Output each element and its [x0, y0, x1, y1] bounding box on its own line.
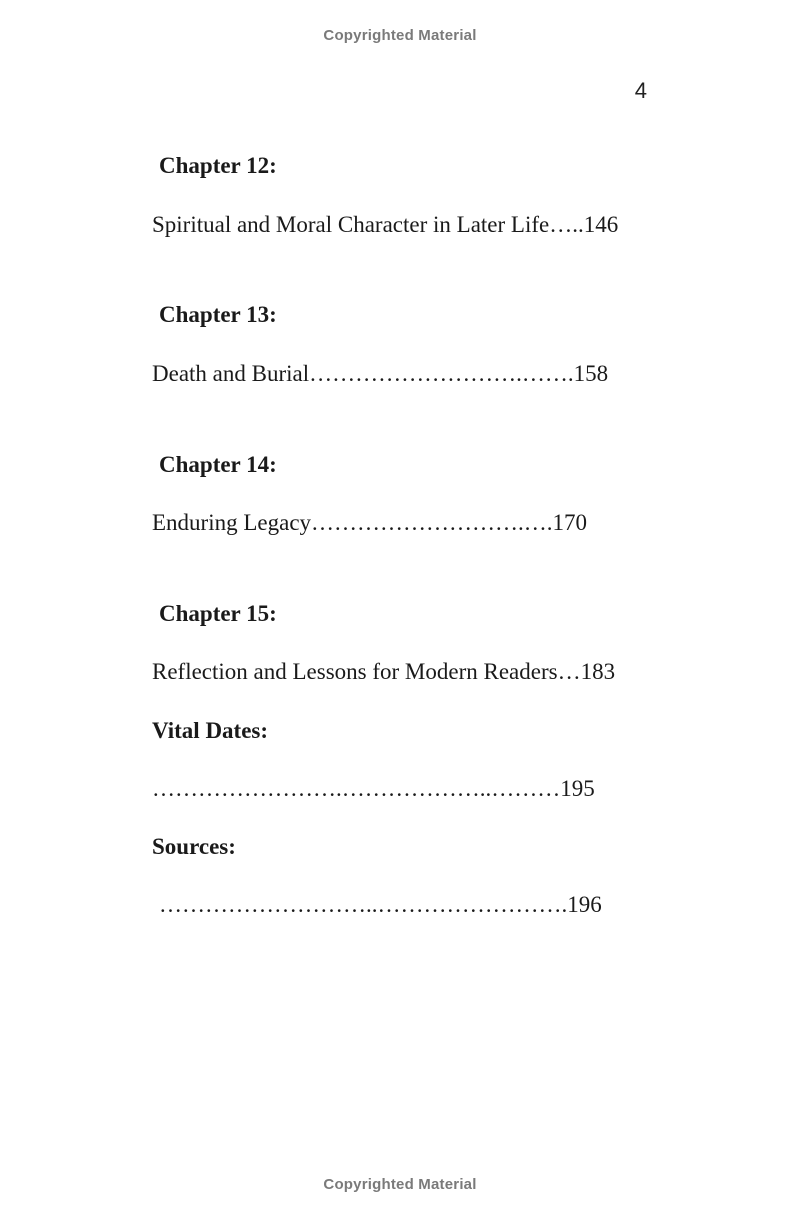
- copyright-watermark-bottom: Copyrighted Material: [323, 1176, 477, 1193]
- chapter-12-entry: Spiritual and Moral Character in Later Life…..146: [152, 212, 619, 237]
- chapter-12-heading: Chapter 12:: [159, 153, 277, 178]
- sources-heading: Sources:: [152, 834, 236, 859]
- chapter-13-entry: Death and Burial……………………….…….158: [152, 361, 609, 386]
- chapter-13-heading: Chapter 13:: [159, 302, 277, 327]
- sources-entry: ………………………..…………………….196: [159, 892, 602, 917]
- chapter-14-entry: Enduring Legacy……………………….….170: [152, 510, 588, 535]
- chapter-15-entry: Reflection and Lessons for Modern Readers…183: [152, 659, 616, 684]
- vital-dates-heading: Vital Dates:: [152, 718, 269, 743]
- chapter-14-heading: Chapter 14:: [159, 452, 277, 477]
- vital-dates-entry: …………………….………………..………195: [152, 776, 595, 801]
- copyright-watermark-top: Copyrighted Material: [323, 27, 477, 44]
- chapter-15-heading: Chapter 15:: [159, 601, 277, 626]
- page-number: 4: [634, 78, 647, 103]
